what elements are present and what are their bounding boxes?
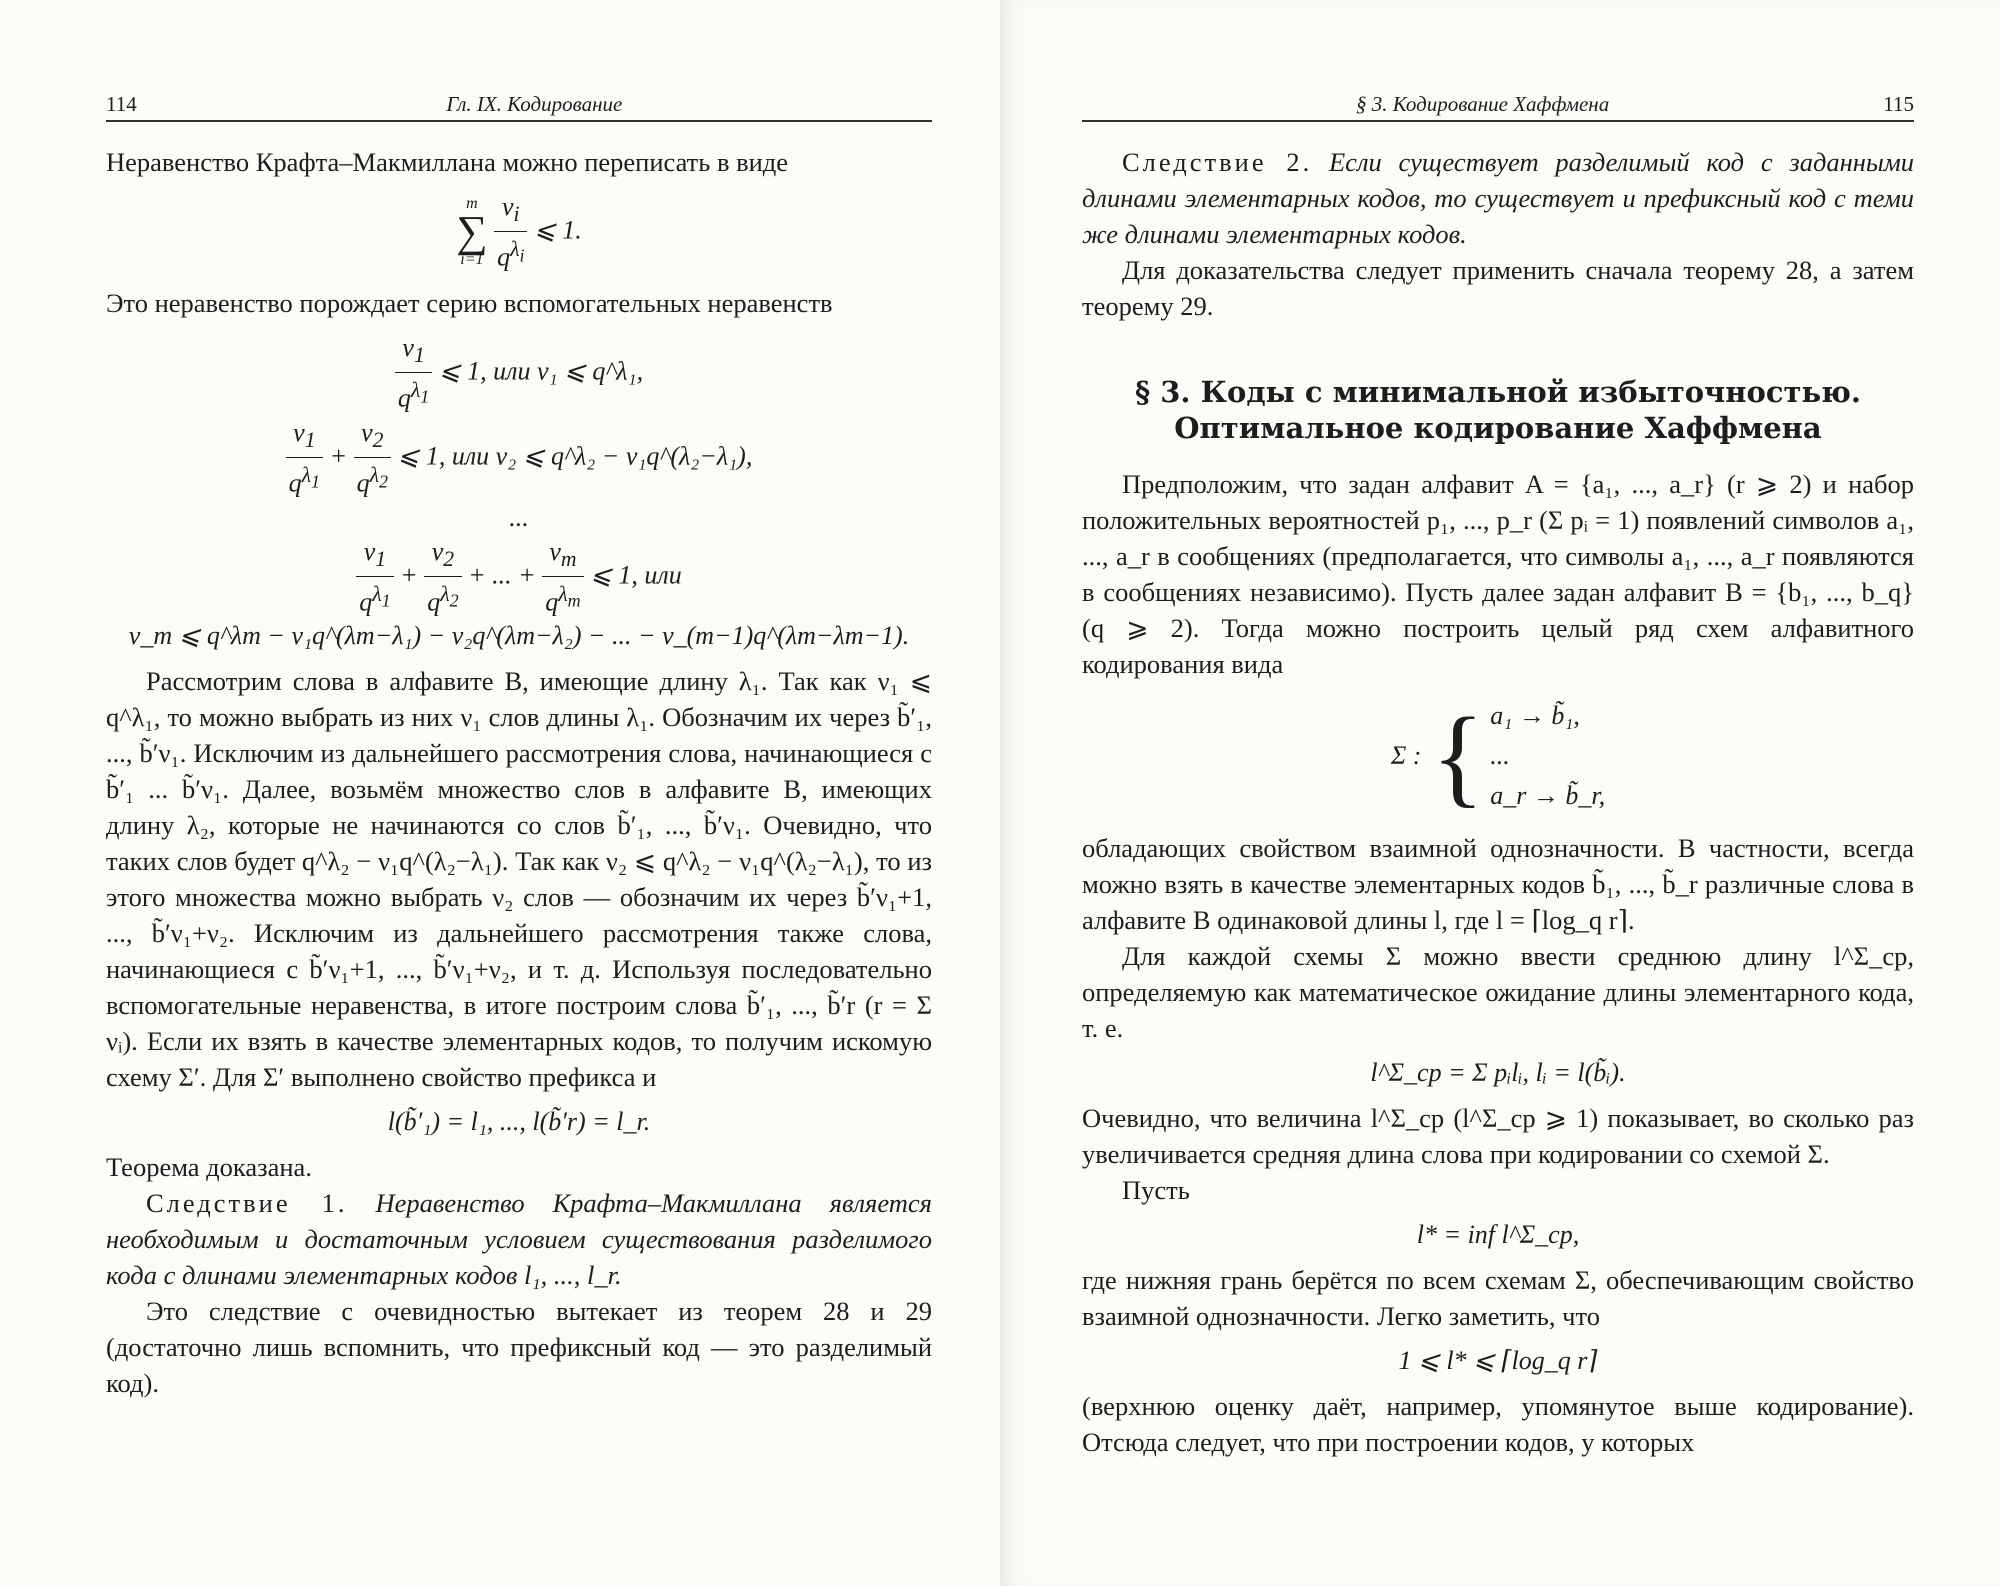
corollary-1 (106, 1185, 932, 1293)
kraft-rhs: ⩽ 1. (533, 215, 582, 245)
paragraph-1: Предположим, что задан алфавит A = {a₁, ..., a_r} (r ⩾ 2) и набор положительных вероятностей p₁, ..., p_r (Σ pᵢ = 1) появлений символов a₁, ..., a_r в сообщениях (предполагается, что символы a₁, ..., a_r появляются в сообщениях независимо). Пусть далее задан алфавит B = {b₁, ..., b_q} (q ⩾ 2). Тогда можно построить целый ряд схем алфавитного кодирования вида (1082, 469, 1914, 679)
corollary-2-text: Если существует разделимый код с заданными длинами элементарных кодов, то существует и префиксный код с теми же длинами элементарных кодов. (1082, 147, 1915, 249)
right-page (1000, 0, 2000, 1586)
corollary-2-follow: Для доказательства следует применить сначала теорему 28, а затем теорему 29. (1082, 255, 1914, 321)
proof-paragraph: Рассмотрим слова в алфавите B, имеющие длину λ₁. Так как ν₁ ⩽ q^λ₁, то можно выбрать из них ν₁ слов длины λ₁. Обозначим их через b̃′₁, ..., b̃′ν₁. Исключим из дальнейшего рассмотрения слова, начинающиеся с b̃′₁ ... b̃′ν₁. Далее, возьмём множество слов в алфавите B, имеющих длину λ₂, которые не начинаются со слов b̃′₁, ..., b̃′ν₁. Очевидно, что таких слов будет q^λ₂ − ν₁q^(λ₂−λ₁). Так как ν₂ ⩽ q^λ₂ − ν₁q^(λ₂−λ₁), то из этого множества можно выбрать ν₂ слов — обозначим их через b̃′ν₁+1, ..., b̃′ν₁+ν₂. Исключим из дальнейшего рассмотрения также слова, начинающиеся с b̃′ν₁+1, ..., b̃′ν₁+ν₂, и т. д. Используя последовательно вспомогательные неравенства, в итоге построим слова b̃′₁, ..., b̃′r (r = Σ νᵢ). Если их взять в качестве элементарных кодов, то получим искомую схему Σ′. Для Σ′ выполнено свойство префикса и (106, 666, 932, 1093)
paragraph-6: (верхнюю оценку даёт, например, упомянутое выше кодирование). Отсюда следует, что при построении кодов, у которых (1082, 1391, 1914, 1457)
scheme-line-3: a_r → b̃_r, (1490, 781, 1606, 810)
running-title-right: § 3. Кодирование Хаффмена (1356, 92, 1610, 116)
running-header-right (1082, 92, 1914, 122)
aux-inequalities: $\frac{\nu_1}{q^{\lambda_1}}$ ⩽ 1, или ν₁ ⩽ q^λ₁, $\frac{\nu_1}{q^{\lambda_1}}$ + $\frac{\nu_2}{q^{\lambda_2}}$ ⩽ 1, или ν₂ ⩽ q^λ₂ − ν₁q^(λ₂−λ₁), ... $\frac{\nu_1}{q^{\lambda_1}}$ + $\frac{\nu_2}{q^{\lambda_2}}$ + ... + $\frac{\nu_m}{q^{\lambda_m}}$ ⩽ 1, или ν_m ⩽ q^λm − ν₁q^(λm−λ₁) − ν₂q^(λm−λ₂) − ... − ν_(m−1)q^(λm−λm−1). (106, 331, 932, 654)
lengths-formula: l(b̃′₁) = l₁, ..., l(b̃′r) = l_r. (387, 1107, 651, 1137)
ineq1: ⩽ 1, или ν₁ ⩽ q^λ₁, (438, 356, 644, 386)
inf-formula: l* = inf l^Σ_ср, (1416, 1220, 1580, 1249)
section-title (1082, 374, 1914, 446)
ineq3: ⩽ 1, или (590, 559, 682, 589)
intro-text: Неравенство Крафта–Макмиллана можно переписать в виде (106, 147, 789, 177)
kraft-inequality: m ∑ i=1 $\frac{\nu_i}{q^{\lambda_i}}$ ⩽ 1. (456, 192, 582, 272)
page-number-right: 115 (1883, 92, 1914, 116)
pust-text: Пусть (1122, 1175, 1190, 1205)
corollary-2-label: Следствие 2. (1122, 147, 1313, 177)
theorem-proved: Теорема доказана. (106, 1152, 312, 1183)
corollary-1-follow: Это следствие с очевидностью вытекает из теорем 28 и 29 (достаточно лишь вспомнить, что префиксный код — это разделимый код). (106, 1296, 932, 1399)
coding-scheme: Σ : { a₁ → b̃₁, ... a_r → b̃_r, (1390, 695, 1606, 817)
paragraph-2: обладающих свойством взаимной однозначности. В частности, всегда можно взять в качестве элементарных кодов b̃₁, ..., b̃_r различные слова в алфавите B одинаковой длины l, где l = ⌈log_q r⌉. (1082, 833, 1914, 935)
paragraph-5: где нижняя грань берётся по всем схемам Σ, обеспечивающим свойство взаимной однозначности. Легко заметить, что (1082, 1265, 1914, 1331)
corollary-1-label: Следствие 1. (146, 1188, 348, 1219)
corollary-1-text: Неравенство Крафта–Макмиллана является необходимым и достаточным условием существования разделимого кода с длинами элементарных кодов l₁, ..., l_r. (106, 1188, 933, 1291)
ineq-dots: ... (509, 502, 529, 532)
running-header-left (106, 92, 932, 122)
section-title-line2: Оптимальное кодирование Хаффмена (1174, 411, 1822, 445)
paragraph-4: Очевидно, что величина l^Σ_ср (l^Σ_ср ⩾ 1) показывает, во сколько раз увеличивается средняя длина слова при кодировании со схемой Σ. (1082, 1103, 1914, 1169)
avg-length-formula: l^Σ_ср = Σ pᵢlᵢ, lᵢ = l(b̃ᵢ). (1370, 1058, 1626, 1087)
scheme-line-2: ... (1490, 741, 1510, 770)
page-number-left: 114 (106, 92, 137, 116)
ineq2: ⩽ 1, или ν₂ ⩽ q^λ₂ − ν₁q^(λ₂−λ₁), (397, 441, 753, 471)
scheme-line-1: a₁ → b̃₁, (1490, 701, 1580, 730)
scheme-label: Σ : (1390, 741, 1422, 770)
corollary-2 (1082, 144, 1914, 252)
series-text: Это неравенство порождает серию вспомогательных неравенств (106, 287, 833, 318)
ineq3-cont: ν_m ⩽ q^λm − ν₁q^(λm−λ₁) − ν₂q^(λm−λ₂) − ... − ν_(m−1)q^(λm−λm−1). (128, 621, 910, 651)
paragraph-3: Для каждой схемы Σ можно ввести среднюю длину l^Σ_ср, определяемую как математическое ожидание длины элементарного кода, т. е. (1082, 941, 1914, 1043)
running-title-left: Гл. IX. Кодирование (446, 92, 623, 116)
section-title-line1: § 3. Коды с минимальной избыточностью. (1134, 375, 1861, 409)
bound-formula: 1 ⩽ l* ⩽ ⌈log_q r⌉ (1398, 1346, 1598, 1375)
